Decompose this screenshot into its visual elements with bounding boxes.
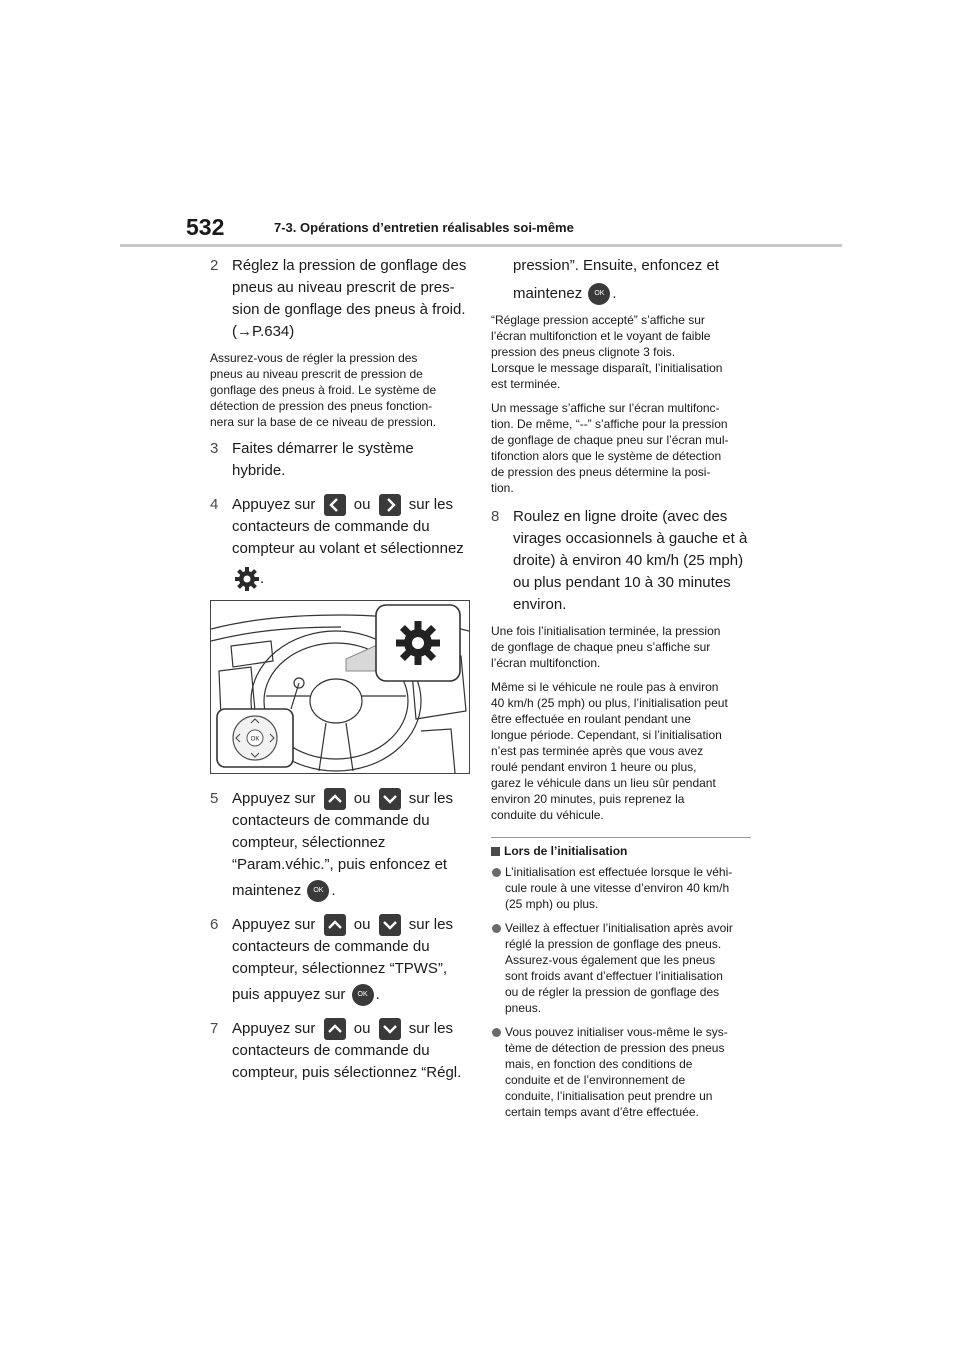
bullet-dot-icon <box>492 1028 501 1037</box>
step-number: 8 <box>491 508 500 526</box>
step-text: contacteurs de commande du compteur, sélectionnez “Param.véhic.”, puis enfoncez et <box>232 812 448 874</box>
step-text: contacteurs de commande du compteur au volant et sélectionnez <box>232 518 464 558</box>
left-column <box>210 250 470 1091</box>
steering-wheel-illustration <box>210 600 470 774</box>
chevron-down-icon <box>379 788 401 810</box>
subheading <box>491 844 751 858</box>
step-4 <box>210 494 470 592</box>
step-text: Faites démarrer le système hybride. <box>232 440 414 479</box>
chevron-down-icon <box>379 914 401 936</box>
bullet-text: L’initialisation est effectuée lorsque le véhi- cule roule à une vitesse d’environ 40 km/h (25 mph) ou plus. <box>505 865 733 912</box>
step-text: Appuyez sur <box>232 790 316 808</box>
square-bullet-icon <box>491 847 500 856</box>
step-number: 6 <box>210 916 219 934</box>
note-completed: Une fois l’initialisation terminée, la pression de gonflage de chaque pneu s’affiche sur l’écran multifonction. <box>491 624 721 671</box>
step-text: sur les <box>408 916 453 934</box>
step-text: ou <box>353 1020 371 1038</box>
chevron-down-icon <box>379 1018 401 1040</box>
step-text: . <box>375 986 380 1004</box>
note-message: Un message s’affiche sur l’écran multifonc- tion. De même, “--” s’affiche pour la pression de gonflage de chaque pneu sur l’écran mul- tifonction alors que le système de détection de pression des pneus détermine la posi- tion. <box>491 401 729 496</box>
header-rule <box>120 244 842 247</box>
chevron-up-icon <box>324 1018 346 1040</box>
step-number: 7 <box>210 1020 219 1038</box>
step-5 <box>210 788 470 902</box>
bullet-item <box>491 864 751 912</box>
step-2-note: Assurez-vous de régler la pression des pneus au niveau prescrit de pression de gonflage des pneus à froid. Le système de détection de pression des pneus fonction- nera sur la base de ce niveau de pression. <box>210 351 437 429</box>
page-number: 532 <box>186 214 225 240</box>
section-title: 7-3. Opérations d’entretien réalisables soi-même <box>274 220 574 235</box>
note-speed: Même si le véhicule ne roule pas à environ 40 km/h (25 mph) ou plus, l’initialisation peut être effectuée en roulant pendant une longue période. Cependant, si l’initialisation n’est pas terminée après que vous avez roulé pendant environ 1 heure ou plus, garez le véhicule dans un lieu sûr pendant environ 20 minutes, puis reprenez la conduite du véhicule. <box>491 680 728 823</box>
step-text: sur les <box>408 790 453 808</box>
bullet-text: Vous pouvez initialiser vous-même le sys- tème de détection de pression des pneus mais, en fonction des conditions de conduite et de l’environnement de conduite, l’initialisation peut prendre un certain temps avant d’être effectuée. <box>505 1025 728 1120</box>
ok-button-icon: OK <box>352 984 374 1006</box>
subheading-text: Lors de l’initialisation <box>504 844 628 859</box>
note-accepted: “Réglage pression accepté” s’affiche sur l’écran multifonction et le voyant de faible pression des pneus clignote 3 fois. Lorsque le message disparaît, l’initialisation est terminée. <box>491 313 723 392</box>
step-text: contacteurs de commande du compteur, sélectionnez “TPWS”, <box>232 938 448 978</box>
step-text: maintenez <box>513 285 583 302</box>
step-8 <box>491 506 751 616</box>
step-text: ou <box>353 916 371 934</box>
step-text: puis appuyez sur <box>232 986 346 1004</box>
chevron-up-icon <box>324 914 346 936</box>
ok-button-icon: OK <box>588 283 610 305</box>
step-number: 2 <box>210 257 219 274</box>
step-3 <box>210 438 470 482</box>
svg-text:OK: OK <box>250 736 260 743</box>
chevron-up-icon <box>324 788 346 810</box>
ok-button-icon: OK <box>307 880 329 902</box>
step-2 <box>210 255 470 343</box>
step-text: Appuyez sur <box>232 1020 316 1038</box>
bullet-dot-icon <box>492 924 501 933</box>
step-7-continued <box>491 255 751 305</box>
step-number: 5 <box>210 790 219 808</box>
step-text: Appuyez sur <box>232 496 316 513</box>
chevron-left-icon <box>324 494 346 516</box>
gear-icon <box>234 566 260 592</box>
step-text: ou <box>353 790 371 808</box>
step-text: . <box>331 882 336 900</box>
bullet-item <box>491 1024 751 1120</box>
step-text: maintenez <box>232 882 302 900</box>
step-text: ou <box>353 496 371 513</box>
step-number: 3 <box>210 440 219 457</box>
step-text: . <box>612 285 617 302</box>
step-text: Réglez la pression de gonflage des pneus au niveau prescrit de pres- sion de gonflage des pneus à froid. (→P.634) <box>232 257 467 340</box>
step-text: sur les <box>408 1020 453 1038</box>
step-text: Roulez en ligne droite (avec des virages occasionnels à gauche et à droite) à environ 40 km/h (25 mph) ou plus pendant 10 à 30 minutes environ. <box>513 508 748 614</box>
bullet-text: Veillez à effectuer l’initialisation après avoir réglé la pression de gonflage des pneus. Assurez-vous également que les pneus sont froids avant d’effectuer l’initialisation ou de régler la pression de gonflage des pneus. <box>505 921 733 1016</box>
separator <box>491 837 751 838</box>
bullet-dot-icon <box>492 868 501 877</box>
step-text: Appuyez sur <box>232 916 316 934</box>
step-text: . <box>260 570 265 587</box>
right-column <box>491 250 751 1128</box>
step-6 <box>210 914 470 1006</box>
step-text: contacteurs de commande du compteur, puis sélectionnez “Régl. <box>232 1042 462 1082</box>
step-text: pression”. Ensuite, enfoncez et <box>513 257 719 274</box>
step-number: 4 <box>210 496 219 513</box>
bullet-item <box>491 920 751 1016</box>
step-text: sur les <box>408 496 453 513</box>
step-7 <box>210 1018 470 1084</box>
chevron-right-icon <box>379 494 401 516</box>
